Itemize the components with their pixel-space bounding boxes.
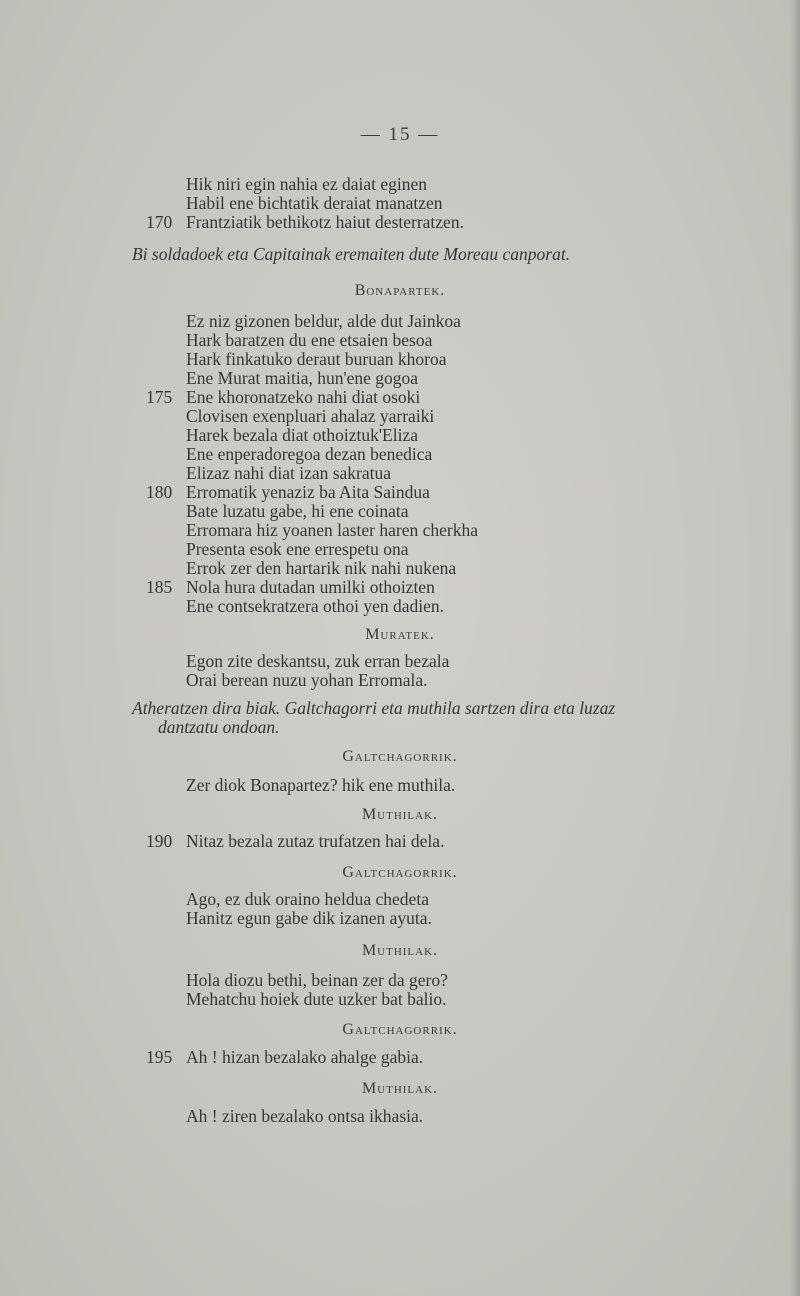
verse-line: Bate luzatu gabe, hi ene coinata — [186, 501, 409, 521]
speaker-name — [0, 863, 800, 883]
speaker-label: Muratek. — [365, 626, 435, 643]
verse-line: Ene Murat maitia, hun'ene gogoa — [186, 368, 419, 388]
verse-line: Hark finkatuko deraut buruan khoroa — [186, 349, 447, 369]
verse-line: Zer diok Bonapartez? hik ene muthila. — [186, 775, 456, 795]
verse-line: Hark baratzen du ene etsaien besoa — [186, 330, 433, 350]
speaker-label: Bonapartek. — [354, 282, 446, 299]
speaker-label: Muthilak. — [361, 942, 439, 959]
verse-line: Nola hura dutadan umilki othoizten — [186, 577, 435, 597]
line-number-190: 190 — [146, 831, 173, 851]
speaker-label: Muthilak. — [361, 806, 439, 823]
verse-line: Orai berean nuzu yohan Erromala. — [186, 670, 428, 690]
line-number-175: 175 — [146, 387, 173, 407]
verse-line: Ene enperadoregoa dezan benedica — [186, 444, 433, 464]
speaker-name — [0, 625, 800, 645]
stage-direction: Bi soldadoek eta Capitainak eremaiten dute Moreau canporat. — [132, 244, 571, 264]
page-edge-shadow — [790, 0, 800, 1296]
verse-line: Frantziatik bethikotz haiut desterratzen. — [186, 212, 464, 232]
verse-line: Ago, ez duk oraino heldua chedeta — [186, 889, 429, 909]
speaker-name — [0, 1020, 800, 1040]
line-number-195: 195 — [146, 1047, 173, 1067]
speaker-name — [0, 941, 800, 961]
verse-line: Ene khoronatzeko nahi diat osoki — [186, 387, 421, 407]
stage-direction: Atheratzen dira biak. Galtchagorri eta muthila sartzen dira eta luzaz — [132, 698, 616, 718]
verse-line: Hik niri egin nahia ez daiat eginen — [186, 174, 428, 194]
verse-line: Mehatchu hoiek dute uzker bat balio. — [186, 989, 447, 1009]
verse-line: Hanitz egun gabe dik izanen ayuta. — [186, 908, 432, 928]
verse-line: Erromara hiz yoanen laster haren cherkha — [186, 520, 478, 540]
speaker-name — [0, 1079, 800, 1099]
line-number-185: 185 — [146, 577, 173, 597]
line-number-170: 170 — [146, 212, 173, 232]
verse-line: Elizaz nahi diat izan sakratua — [186, 463, 392, 483]
speaker-label: Muthilak. — [361, 1080, 439, 1097]
verse-line: Erromatik yenaziz ba Aita Saindua — [186, 482, 430, 502]
verse-line: Presenta esok ene errespetu ona — [186, 539, 409, 559]
verse-line: Hola diozu bethi, beinan zer da gero? — [186, 970, 448, 990]
verse-line: Habil ene bichtatik deraiat manatzen — [186, 193, 443, 213]
stage-direction: dantzatu ondoan. — [158, 717, 280, 737]
line-number-180: 180 — [146, 482, 173, 502]
speaker-name — [0, 805, 800, 825]
speaker-label: Galtchagorrik. — [342, 1021, 458, 1038]
verse-line: Ene contsekratzera othoi yen dadien. — [186, 596, 445, 616]
verse-line: Ah ! ziren bezalako ontsa ikhasia. — [186, 1106, 424, 1126]
page-number: — 15 — — [360, 124, 440, 145]
verse-line: Ah ! hizan bezalako ahalge gabia. — [186, 1047, 424, 1067]
speaker-name — [0, 747, 800, 767]
speaker-label: Galtchagorrik. — [342, 864, 458, 881]
verse-line: Clovisen exenpluari ahalaz yarraiki — [186, 406, 435, 426]
speaker-name — [0, 281, 800, 301]
verse-line: Harek bezala diat othoiztuk'Eliza — [186, 425, 419, 445]
verse-line: Egon zite deskantsu, zuk erran bezala — [186, 651, 450, 671]
verse-line: Errok zer den hartarik nik nahi nukena — [186, 558, 457, 578]
verse-line: Nitaz bezala zutaz trufatzen hai dela. — [186, 831, 445, 851]
verse-line: Ez niz gizonen beldur, alde dut Jainkoa — [186, 311, 461, 331]
speaker-label: Galtchagorrik. — [342, 748, 458, 765]
